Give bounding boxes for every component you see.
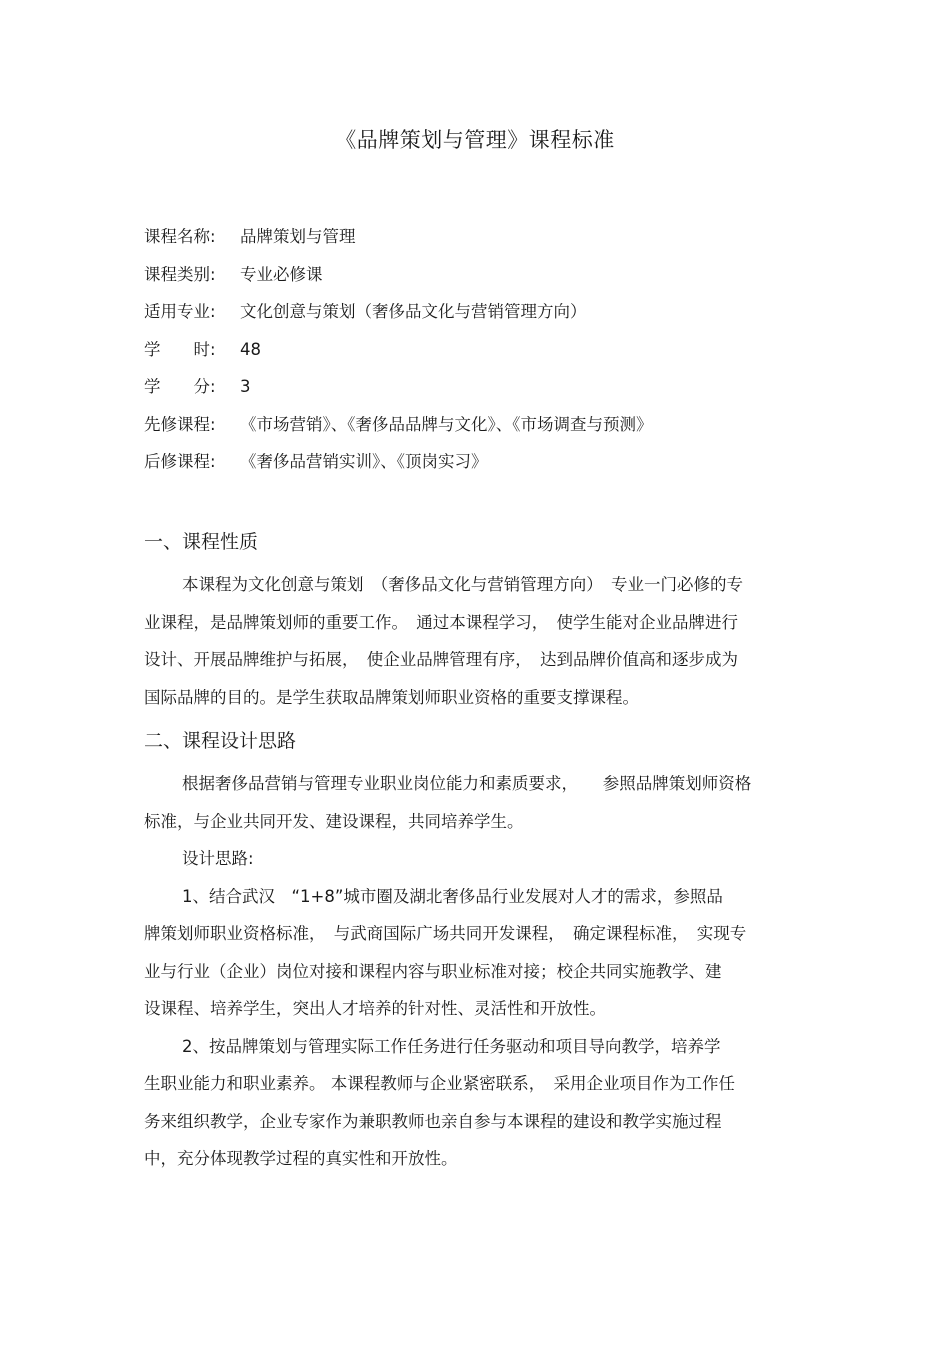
- credits-value: 3: [240, 377, 251, 396]
- class-hours-value: 48: [240, 339, 261, 359]
- paragraph-line: 业与行业（企业）岗位对接和课程内容与职业标准对接；校企共同实施教学、建: [144, 961, 722, 981]
- course-info: [144, 218, 824, 481]
- follow-up-courses-value: 《奢侈品营销实训》、《顶岗实习》: [240, 452, 488, 471]
- paragraph-line: 生职业能力和职业素养。 本课程教师与企业紧密联系， 采用企业项目作为工作任: [144, 1074, 735, 1093]
- course-info-row: [144, 331, 824, 369]
- course-name-value: 品牌策划与管理: [240, 227, 356, 246]
- course-info-row: [144, 218, 824, 256]
- paragraph-line: 本课程为文化创意与策划 （奢侈品文化与营销管理方向） 专业一门必修的专: [182, 575, 743, 594]
- follow-up-courses-label: 后修课程:: [144, 452, 216, 471]
- section-body-course-nature: [144, 566, 809, 716]
- prerequisite-courses-label: 先修课程:: [144, 414, 216, 434]
- paragraph-line: 业课程，是品牌策划师的重要工作。 通过本课程学习， 使学生能对企业品牌进行: [144, 612, 738, 632]
- section-heading-design-approach: 二、课程设计思路: [144, 730, 297, 752]
- paragraph-line: 1、结合武汉 “1+8”城市圈及湖北奢侈品行业发展对人才的需求，参照品: [182, 886, 723, 906]
- course-category-value: 专业必修课: [240, 264, 323, 284]
- paragraph-line: 设计、开展品牌维护与拓展， 使企业品牌管理有序， 达到品牌价值高和逐步成为: [144, 650, 738, 669]
- paragraph-line: 根据奢侈品营销与管理专业职业岗位能力和素质要求， 参照品牌策划师资格: [182, 774, 752, 793]
- course-info-row: [144, 256, 824, 294]
- section-body-design-approach: [144, 765, 809, 1178]
- paragraph-line: 设计思路:: [182, 849, 254, 868]
- paragraph-line: 设课程、培养学生，突出人才培养的针对性、灵活性和开放性。: [144, 999, 606, 1018]
- course-info-row: [144, 368, 824, 406]
- applicable-major-label: 适用专业:: [144, 302, 216, 321]
- paragraph-line: 国际品牌的目的。是学生获取品牌策划师职业资格的重要支撑课程。: [144, 687, 639, 707]
- paragraph-line: 牌策划师职业资格标准， 与武商国际广场共同开发课程， 确定课程标准， 实现专: [144, 924, 747, 943]
- prerequisite-courses-value: 《市场营销》、《奢侈品品牌与文化》、《市场调查与预测》: [240, 414, 653, 434]
- paragraph-line: 中，充分体现教学过程的真实性和开放性。: [144, 1149, 458, 1168]
- course-info-row: [144, 406, 824, 444]
- course-category-label: 课程类别:: [144, 264, 216, 284]
- course-name-label: 课程名称:: [144, 227, 216, 246]
- class-hours-label: 学 时:: [144, 339, 216, 359]
- applicable-major-value: 文化创意与策划（奢侈品文化与营销管理方向）: [240, 302, 587, 321]
- course-info-row: [144, 293, 824, 331]
- course-info-row: [144, 443, 824, 481]
- credits-label: 学 分:: [144, 377, 216, 396]
- section-heading-course-nature: 一、课程性质: [144, 531, 259, 553]
- paragraph-line: 标准，与企业共同开发、建设课程，共同培养学生。: [144, 811, 524, 831]
- paragraph-line: 务来组织教学，企业专家作为兼职教师也亲自参与本课程的建设和教学实施过程: [144, 1111, 722, 1131]
- document-title: 《品牌策划与管理》课程标准: [335, 128, 615, 152]
- paragraph-line: 2、按品牌策划与管理实际工作任务进行任务驱动和项目导向教学，培养学: [182, 1036, 721, 1056]
